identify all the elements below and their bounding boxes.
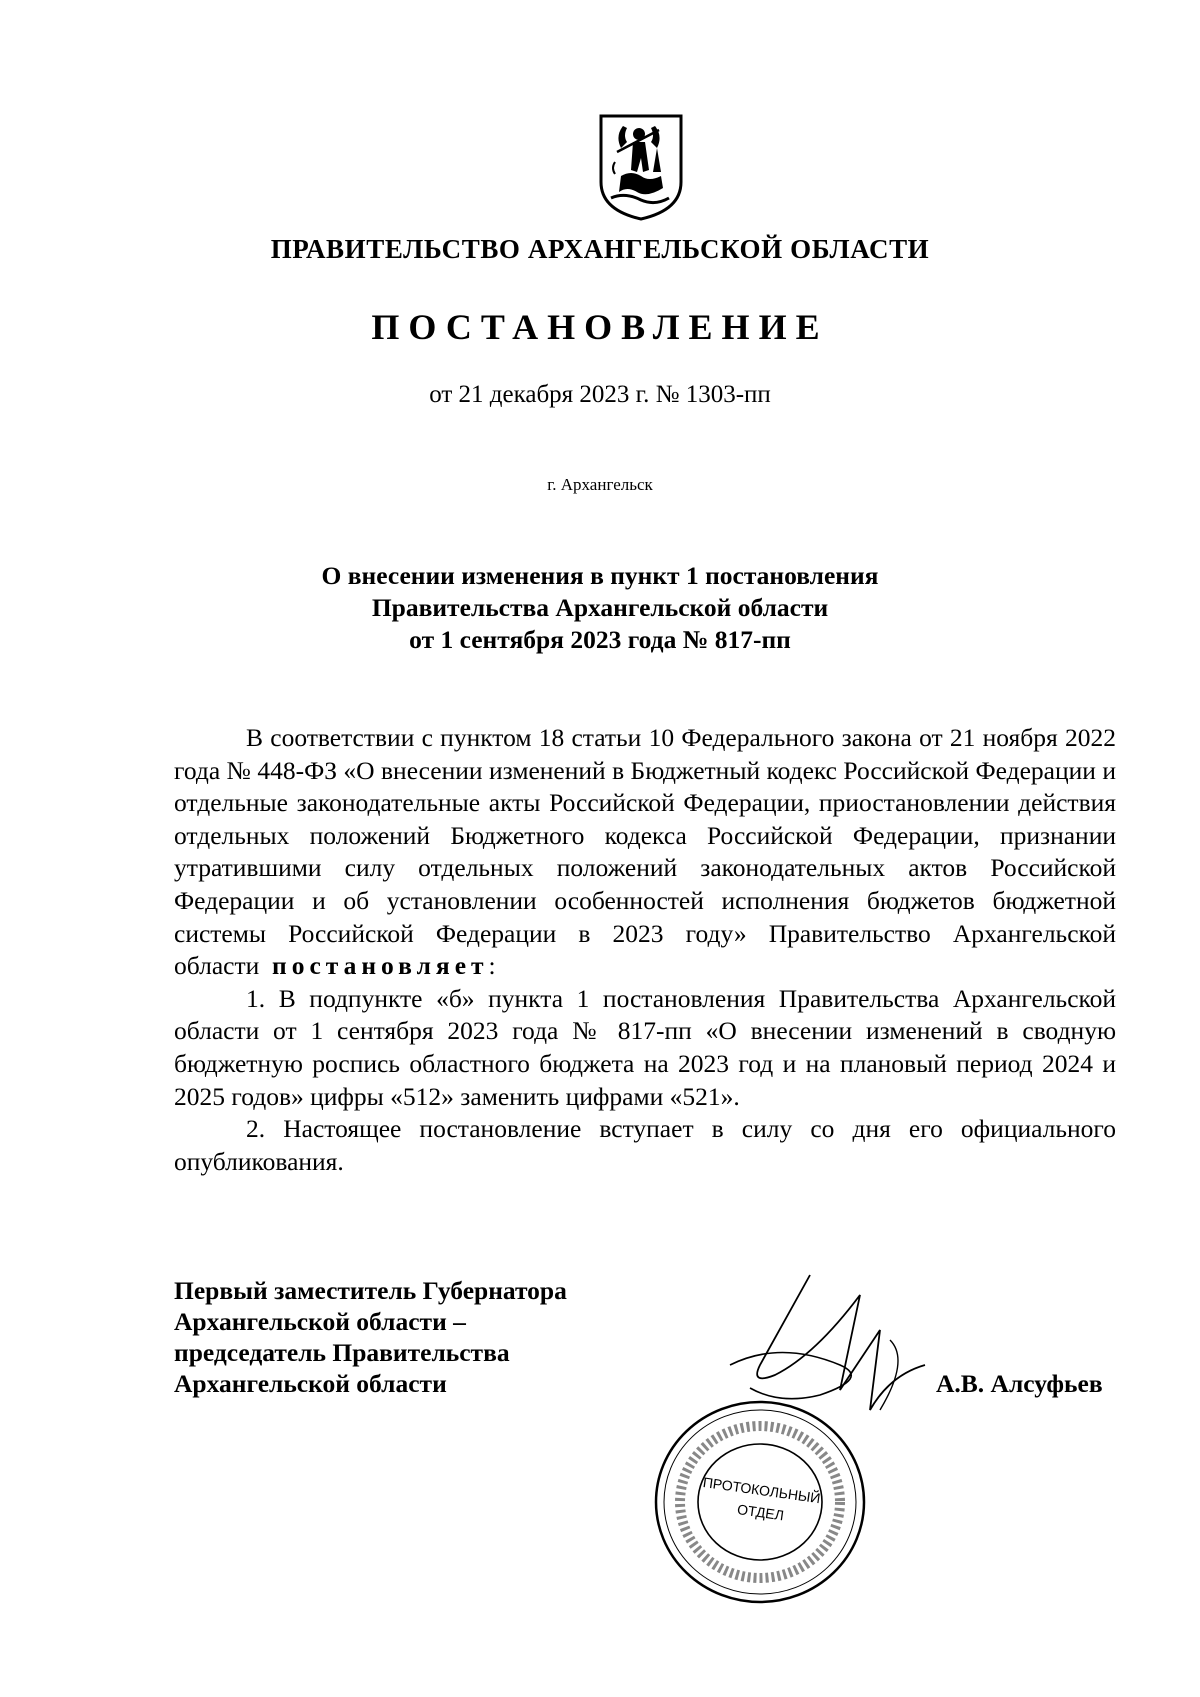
document-type: ПОСТАНОВЛЕНИЕ [371, 307, 829, 347]
position-line: Первый заместитель Губернатора [174, 1276, 567, 1305]
preamble-text: В соответствии с пунктом 18 статьи 10 Федерального закона от 21 ноября 2022 года № 448-ФЗ «О внесении изменений в Бюджетный кодекс Российской Федерации и отдельные законодательные акты Российской Федерации, приостановлении действия отдельных положений Бюджетного кодекса Российской Федерации, признании утратившими силу отдельных положений законодательных актов Российской Федерации и об установлении особенностей исполнения бюджетов бюджетной системы Российской Федерации в 2023 году» Правительство Архангельской области [174, 723, 1116, 981]
subject-line: от 1 сентября 2023 года № 817-пп [409, 625, 791, 654]
coat-of-arms-emblem [597, 112, 685, 222]
preamble-paragraph [174, 722, 1116, 983]
document-date-number: от 21 декабря 2023 г. № 1303-пп [429, 381, 771, 408]
subject-line: Правительства Архангельской области [371, 593, 829, 622]
stamp-text-line: ОТДЕЛ [736, 1500, 785, 1524]
position-line: Архангельской области [174, 1369, 447, 1398]
signatory-name: А.В. Алсуфьев [936, 1369, 1103, 1398]
subject-line: О внесении изменения в пункт 1 постановления [321, 561, 879, 590]
decree-colon: : [488, 951, 496, 981]
document-city: г. Архангельск [547, 475, 653, 494]
item-1-paragraph: 1. В подпункте «б» пункта 1 постановления Правительства Архангельской области от 1 сентября 2023 года № 817-пп «О внесении изменений в сводную бюджетную роспись областного бюджета на 2023 год и на плановый период 2024 и 2025 годов» цифры «512» заменить цифрами «521». [174, 983, 1116, 1111]
organization-title: ПРАВИТЕЛЬСТВО АРХАНГЕЛЬСКОЙ ОБЛАСТИ [270, 234, 930, 264]
decree-word: постановляет [272, 951, 489, 981]
document-body [174, 722, 1116, 1178]
position-line: председатель Правительства [174, 1338, 510, 1367]
document-subject [0, 560, 1200, 656]
item-2-paragraph: 2. Настоящее постановление вступает в силу со дня его официального опубликования. [174, 1114, 1116, 1176]
stamp-text-line: ПРОТОКОЛЬНЫЙ [701, 1473, 822, 1507]
official-stamp [650, 1395, 870, 1610]
position-line: Архангельской области – [174, 1307, 466, 1336]
signatory-position [174, 1275, 567, 1399]
